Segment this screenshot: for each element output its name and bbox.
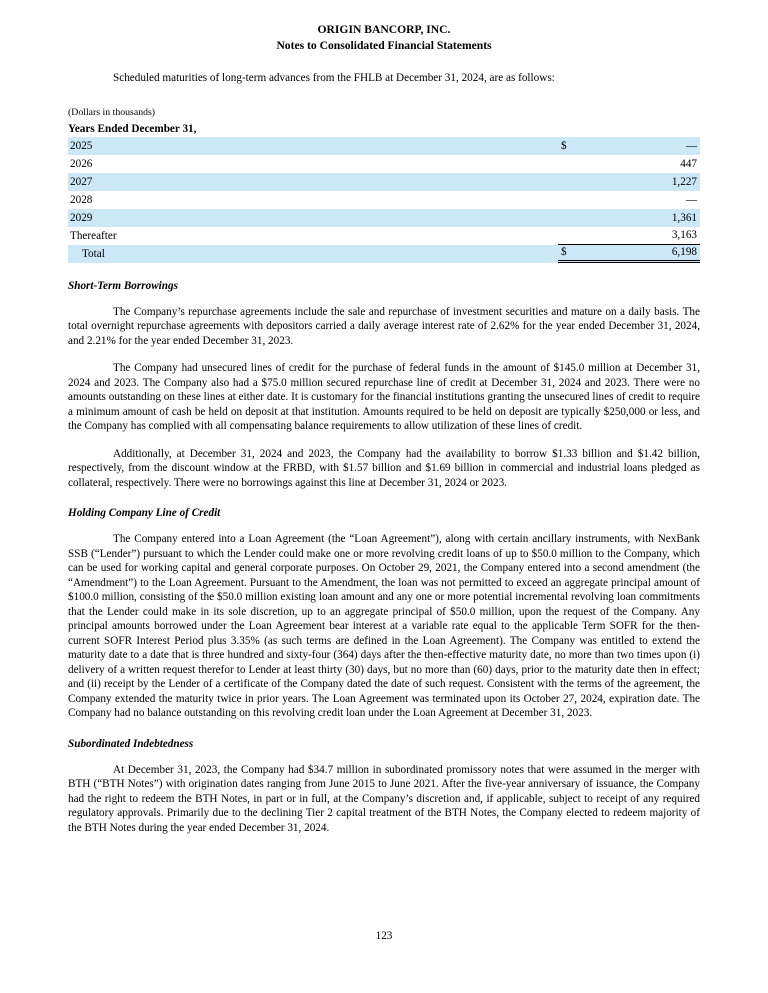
company-name: ORIGIN BANCORP, INC. [317,23,451,36]
row-label: Thereafter [70,229,117,242]
row-label: 2028 [70,193,93,206]
document-subtitle: Notes to Consolidated Financial Statements [276,39,492,52]
row-amount [558,245,700,263]
row-value: 1,361 [671,211,697,224]
page-number: 123 [375,930,393,942]
dollar-sign: $ [561,139,567,152]
row-label: 2025 [70,139,93,152]
row-label: Total [82,247,105,260]
section-heading-holding-company-line-of-credit: Holding Company Line of Credit [68,507,221,519]
row-value: — [685,193,697,206]
table-row [68,227,700,245]
dollar-sign: $ [561,246,567,258]
paragraph: The Company’s repurchase agreements include the sale and repurchase of investment securities and mature on a daily basis. The total overnight repurchase agreements with depositors carried a daily average interest rate of 2.62% for the year ended December 31, 2024, and 2.21% for the year ended December 31, 2023. [68,305,700,347]
paragraph: At December 31, 2023, the Company had $34.7 million in subordinated promissory notes that were assumed in the merger with BTH (“BTH Notes”) with origination dates ranging from June 2015 to June 2021. After the five-year anniversary of issuance, the Company had the right to redeem the BTH Notes, in part or in full, at the Company’s discretion and, if applicable, subject to receipt of any required regulatory approvals. Primarily due to the declining Tier 2 capital treatment of the BTH Notes, the Company elected to redeem majority of the BTH Notes during the year ended December 31, 2024. [68,763,700,834]
table-row [68,209,700,227]
row-amount [558,137,700,155]
section-heading-short-term-borrowings: Short-Term Borrowings [68,279,178,292]
table-total-row [68,245,700,263]
row-label: 2026 [70,157,93,170]
section-heading-subordinated-indebtedness: Subordinated Indebtedness [68,737,194,750]
row-amount [558,209,700,227]
row-value: 447 [680,157,697,170]
row-label: 2027 [70,175,93,188]
row-value: — [685,139,697,152]
paragraph: The Company had unsecured lines of credit for the purchase of federal funds in the amount of $145.0 million at December 31, 2024 and 2023. The Company also had a $75.0 million secured repurchase line of credit at December 31, 2024 and 2023. There were no amounts outstanding on these lines at either date. It is customary for the financial institutions granting the unsecured lines of credit to require a minimum amount of cash be held on deposit at that institution. Amounts required to be held on deposit are typically $250,000 or less, and the Company has complied with all compensating balance requirements to allow utilization of these lines of credit. [68,362,700,432]
table-row [68,173,700,191]
maturities-table [68,137,700,263]
paragraph: Additionally, at December 31, 2024 and 2023, the Company had the availability to borrow $1.33 billion and $1.42 billion, respectively, from the discount window at the FRBD, with $1.57 billion and $1.69 billion in commercial and industrial loans pledged as collateral, respectively. There were no borrowings against this line at December 31, 2024 or 2023. [68,447,700,489]
row-value: 6,198 [671,246,697,258]
row-amount [558,173,700,191]
table-row [68,191,700,209]
row-amount [558,155,700,173]
row-amount [558,227,700,245]
row-value: 1,227 [671,175,697,188]
document-header [68,22,700,54]
table-row [68,155,700,173]
intro-paragraph: Scheduled maturities of long-term advances from the FHLB at December 31, 2024, are as follows: [113,72,555,84]
table-row [68,137,700,155]
row-amount [558,191,700,209]
table-header: Years Ended December 31, [68,122,197,135]
row-label: 2029 [70,211,93,224]
row-value: 3,163 [671,229,697,241]
paragraph: The Company entered into a Loan Agreement (the “Loan Agreement”), along with certain ancillary instruments, with NexBank SSB (“Lender”) pursuant to which the Lender could make one or more revolving credit loans of up to $50.0 million to the Company, which can be used for working capital and general corporate purposes. On October 29, 2021, the Company entered into a second amendment (the “Amendment”) to the Loan Agreement. Pursuant to the Amendment, the loan was not permitted to exceed an aggregate principal amount of $100.0 million, consisting of the $50.0 million existing loan amount and any one or more potential incremental revolving loan commitments that the Lender could make in its sole discretion, up to an aggregate principal of $50.0 million, upon the request of the Company. Any principal amounts borrowed under the Loan Agreement bear interest at a variable rate equal to the applicable Term SOFR for the then-current SOFR Interest Period plus 3.35% (as such terms are defined in the Loan Agreement). The Company was entitled to extend the maturity date to a date that is three hundred and sixty-four (364) days after the then-effective maturity date, no more than two times upon (i) delivery of a written request therefor to Lender at least thirty (30) days, but no more than (60) days, prior to the maturity date then in effect; and (ii) receipt by the Lender of a certificate of the Company dated the date of such request. Consistent with the terms of the agreement, the Company extended the maturity twice in prior years. The Loan Agreement was terminated upon its October 27, 2024, expiration date. The Company had no balance outstanding on this revolving credit loan under the Loan Agreement at December 31, 2023. [68,533,700,719]
units-note: (Dollars in thousands) [68,106,156,118]
